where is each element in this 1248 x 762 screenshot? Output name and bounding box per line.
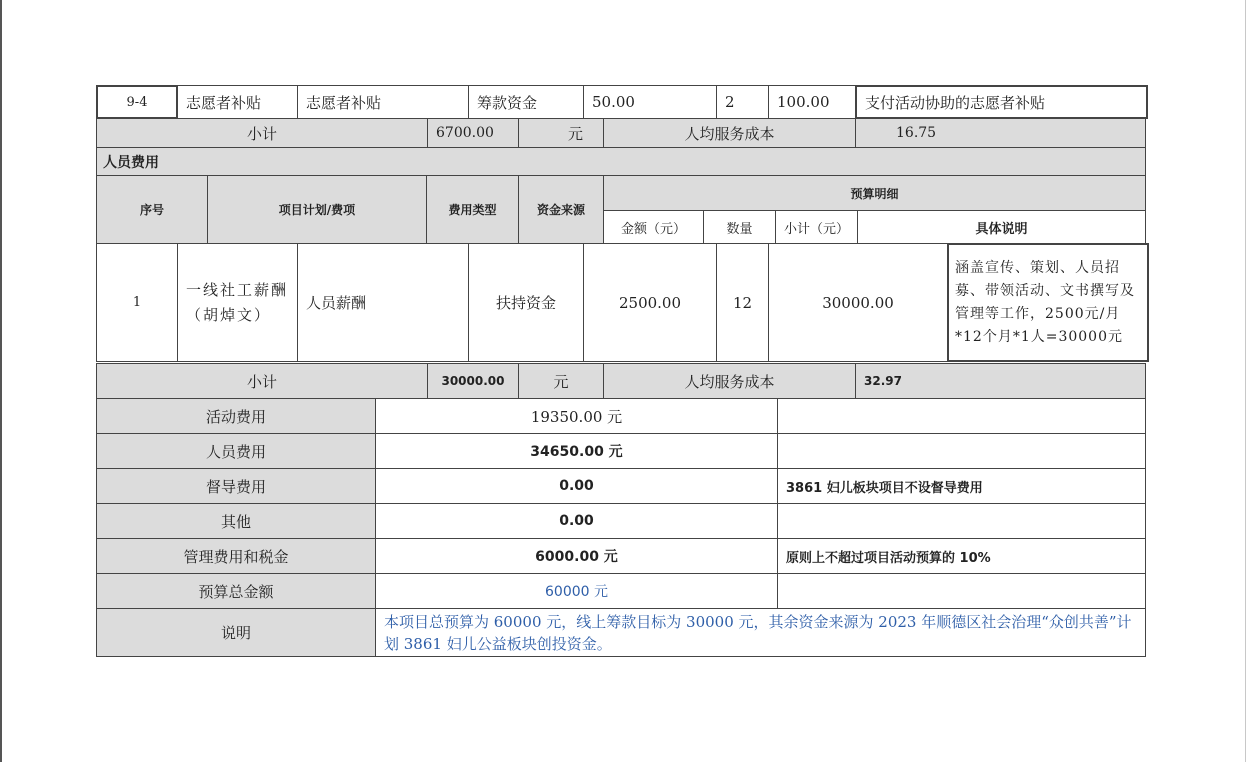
summary-label-activity: 活动费用 [96, 398, 376, 434]
personnel-per-capita-label: 人均服务成本 [603, 363, 856, 399]
summary-label-supervision: 督导费用 [96, 468, 376, 504]
summary-note-management: 原则上不超过项目活动预算的 10% [777, 538, 1146, 574]
summary-value-supervision: 0.00 [375, 468, 778, 504]
row-94-price: 50.00 [583, 85, 717, 119]
personnel-subtotal-label: 小计 [96, 363, 428, 399]
row-94-subtotal: 100.00 [768, 85, 856, 119]
summary-note-activity [777, 398, 1146, 434]
row-94-number: 9-4 [96, 85, 178, 119]
personnel-row-qty: 12 [716, 243, 769, 362]
header-plan: 项目计划/费项 [207, 175, 427, 244]
summary-explain-label: 说明 [96, 608, 376, 657]
personnel-subtotal-unit: 元 [518, 363, 604, 399]
row-94-project: 志愿者补贴 [177, 85, 298, 119]
summary-value-management: 6000.00 元 [375, 538, 778, 574]
activity-subtotal-label: 小计 [96, 118, 428, 148]
personnel-row-description: 涵盖宣传、策划、人员招募、带领活动、文书撰写及管理等工作，2500元/月*12个月*1人=30000元 [947, 243, 1149, 362]
summary-value-total: 60000 元 [375, 573, 778, 609]
row-94-item: 志愿者补贴 [297, 85, 469, 119]
activity-per-capita-label: 人均服务成本 [603, 118, 856, 148]
summary-value-other: 0.00 [375, 503, 778, 539]
header-budget-detail: 预算明细 [603, 175, 1146, 211]
header-number: 序号 [96, 175, 208, 244]
row-94-fund: 筹款资金 [468, 85, 584, 119]
personnel-row-source: 扶持资金 [468, 243, 584, 362]
personnel-row-item: 一线社工薪酬（胡焯文） [177, 243, 298, 362]
activity-subtotal-unit: 元 [518, 118, 604, 148]
personnel-per-capita-value: 32.97 [855, 363, 1146, 399]
summary-note-supervision: 3861 妇儿板块项目不设督导费用 [777, 468, 1146, 504]
summary-label-total: 预算总金额 [96, 573, 376, 609]
summary-label-personnel: 人员费用 [96, 433, 376, 469]
row-94-description: 支付活动协助的志愿者补贴 [855, 85, 1148, 119]
summary-note-total [777, 573, 1146, 609]
activity-per-capita-value: 16.75 [855, 118, 1146, 148]
page-edge-right [1245, 0, 1246, 762]
personnel-section-title: 人员费用 [96, 147, 1146, 176]
header-source: 资金来源 [518, 175, 604, 244]
page-edge-left [0, 0, 2, 762]
personnel-row-type: 人员薪酬 [297, 243, 469, 362]
summary-label-management: 管理费用和税金 [96, 538, 376, 574]
header-qty: 数量 [703, 210, 776, 244]
summary-value-activity: 19350.00 元 [375, 398, 778, 434]
summary-label-other: 其他 [96, 503, 376, 539]
header-amount: 金额（元） [603, 210, 704, 244]
personnel-row-amount: 2500.00 [583, 243, 717, 362]
summary-note-personnel [777, 433, 1146, 469]
personnel-subtotal-amount: 30000.00 [427, 363, 519, 399]
header-type: 费用类型 [426, 175, 519, 244]
header-subtotal: 小计（元） [775, 210, 858, 244]
activity-subtotal-amount: 6700.00 [427, 118, 519, 148]
header-description: 具体说明 [857, 210, 1146, 244]
personnel-row-number: 1 [96, 243, 178, 362]
personnel-row-subtotal: 30000.00 [768, 243, 948, 362]
row-94-qty: 2 [716, 85, 769, 119]
summary-note-other [777, 503, 1146, 539]
summary-value-personnel: 34650.00 元 [375, 433, 778, 469]
summary-explain-text: 本项目总预算为 60000 元，线上筹款目标为 30000 元，其余资金来源为 2023 年顺德区社会治理“众创共善”计划 3861 妇儿公益板块创投资金。 [375, 608, 1146, 657]
